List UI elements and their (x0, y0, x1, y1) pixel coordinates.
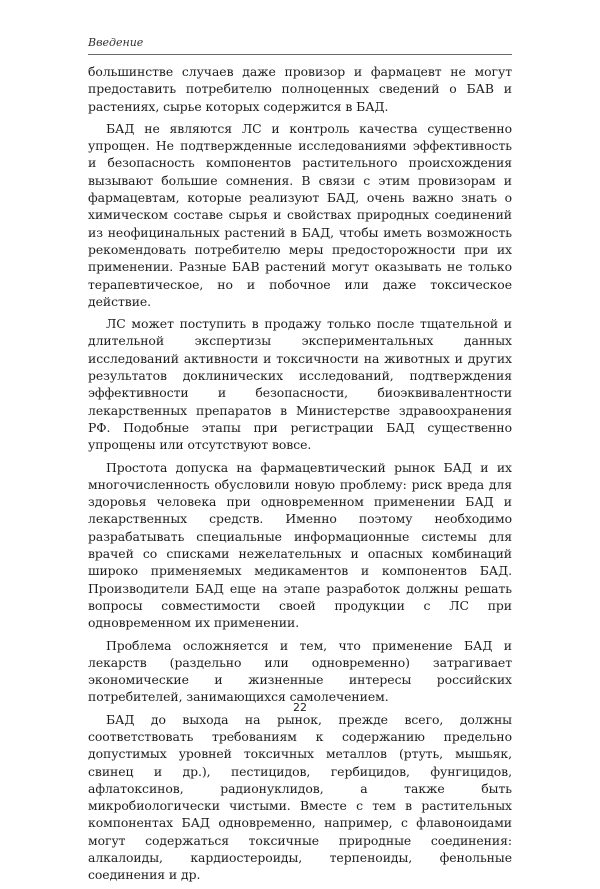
paragraph: БАД не являются ЛС и контроль качества существенно упрощен. Не подтвержденные исследованиями эффективность и безопасность компонентов растительного происхождения вызывают большие сомнения. В связи с этим провизорам и фармацевтам, которые реализуют БАД, очень важно знать о химическом составе сырья и свойствах природных соединений из неофицинальных растений в БАД, чтобы иметь возможность рекомендовать потребителю меры предосторожности при их применении. Разные БАВ растений могут оказывать не только терапевтическое, но и побочное или даже токсическое действие. (88, 120, 512, 309)
section-title: Введение (88, 36, 144, 49)
page-body (88, 63, 512, 889)
page-number: 22 (293, 701, 307, 714)
paragraph: Простота допуска на фармацевтический рынок БАД и их многочисленность обусловили новую проблему: риск вреда для здоровья человека при одновременном применении БАД и лекарственных средств. Именно поэтому необходимо разрабатывать специальные информационные системы для врачей со списками нежелательных и опасных комбинаций широко применяемых медикаментов и компонентов БАД. Производители БАД еще на этапе разработок должны решать вопросы совместимости своей продукции с ЛС при одновременном их применении. (88, 459, 512, 631)
running-header (88, 36, 512, 55)
paragraph: Проблема осложняется и тем, что применение БАД и лекарств (раздельно или одновременно) затрагивает экономические и жизненные интересы российских потребителей, занимающихся самолечением. (88, 637, 512, 705)
paragraph: ЛС может поступить в продажу только после тщательной и длительной экспертизы экспериментальных данных исследований активности и токсичности на животных и других результатов доклинических исследований, подтверждения эффективности и безопасности, биоэквивалентности лекарственных препаратов в Министерстве здравоохранения РФ. Подобные этапы при регистрации БАД существенно упрощены или отсутствуют вовсе. (88, 316, 512, 453)
paragraph-continuation: большинстве случаев даже провизор и фармацевт не могут предоставить потребителю полноценных сведений о БАВ и растениях, сырье которых содержится в БАД. (88, 64, 512, 114)
paragraph: БАД до выхода на рынок, прежде всего, должны соответствовать требованиям к содержанию предельно допустимых уровней токсичных металлов (ртуть, мышьяк, свинец и др.), пестицидов, гербицидов, фунгицидов, афлатоксинов, радионуклидов, а также быть микробиологически чистыми. Вместе с тем в растительных компонентах БАД одновременно, например, с флавоноидами могут содержаться токсичные природные соединения: алкалоиды, кардиостероиды, терпеноиды, фенольные соединения и др. (88, 711, 512, 883)
